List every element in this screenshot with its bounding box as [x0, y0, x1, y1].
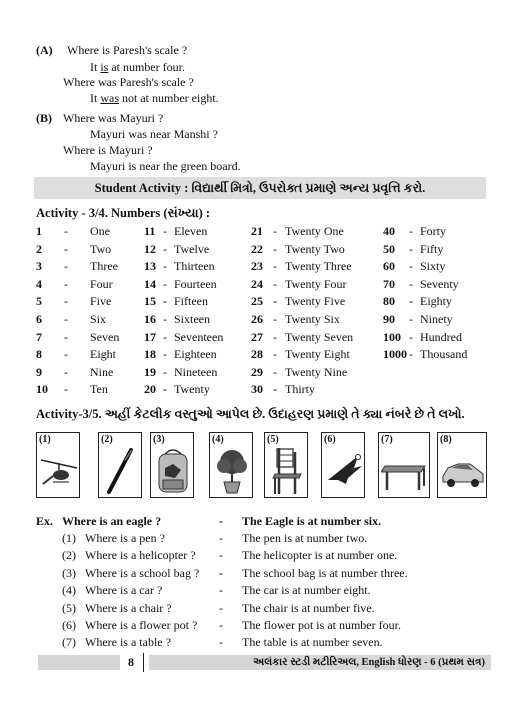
- picture-box-3: (3): [150, 432, 194, 498]
- eagle-icon: [324, 446, 364, 496]
- number-dash: -: [163, 241, 167, 256]
- number-word: Twenty Eight: [285, 347, 350, 362]
- number-word: Seven: [90, 329, 120, 344]
- number-digit: 6: [36, 312, 42, 326]
- answer-dash: -: [219, 583, 223, 598]
- number-word: Eighty: [420, 294, 452, 309]
- number-word: Twenty Six: [285, 312, 340, 326]
- numbers-heading: Activity - 3/4. Numbers (સંખ્યા) :: [36, 206, 211, 220]
- answer-question: Where is a school bag ?: [85, 565, 200, 580]
- number-dash: -: [409, 294, 413, 309]
- number-word: Six: [90, 312, 107, 326]
- number-word: Fifteen: [174, 294, 208, 309]
- number-dash: -: [273, 312, 277, 326]
- number-dash: -: [64, 241, 68, 256]
- number-dash: -: [273, 329, 277, 344]
- number-dash: -: [64, 364, 68, 379]
- answer-text: Mayuri is near the green board.: [90, 159, 241, 173]
- number-word: Twenty Seven: [285, 329, 354, 344]
- number-digit: 21: [251, 224, 263, 238]
- number-dash: -: [273, 294, 277, 309]
- number-digit: 20: [144, 382, 156, 397]
- number-word: Ninety: [420, 312, 453, 326]
- number-word: Twenty Three: [285, 259, 352, 274]
- number-dash: -: [273, 276, 277, 291]
- picture-box-4: (4): [209, 432, 253, 498]
- answer-question: Where is a pen ?: [85, 531, 165, 545]
- number-digit: 16: [144, 312, 156, 326]
- number-word: Two: [90, 241, 112, 256]
- number-digit: 25: [251, 294, 263, 309]
- number-digit: 4: [36, 276, 42, 291]
- number-digit: 19: [144, 364, 156, 379]
- number-dash: -: [409, 224, 413, 238]
- number-digit: 1: [36, 224, 42, 238]
- section-b-label: (B): [36, 111, 52, 125]
- page-number: 8: [128, 655, 134, 669]
- number-digit: 18: [144, 347, 156, 362]
- picture-box-2: (2): [98, 432, 142, 498]
- number-dash: -: [163, 382, 167, 397]
- example-answer: The Eagle is at number six.: [242, 514, 382, 528]
- number-dash: -: [64, 276, 68, 291]
- answer-sentence: The flower pot is at number four.: [242, 618, 401, 632]
- answer-number: (1): [62, 531, 76, 545]
- answer-sentence: The car is at number eight.: [242, 583, 371, 598]
- example-question: Where is an eagle ?: [62, 514, 162, 528]
- number-word: Seventeen: [174, 329, 224, 344]
- number-word: Five: [90, 294, 112, 309]
- car-icon: [440, 446, 486, 496]
- number-word: One: [90, 224, 110, 238]
- answer-sentence: The helicopter is at number one.: [242, 548, 398, 563]
- number-dash: -: [409, 276, 413, 291]
- number-dash: -: [64, 329, 68, 344]
- number-word: Hundred: [420, 329, 462, 344]
- answer-question: Where is a car ?: [85, 583, 163, 598]
- answer-number: (4): [62, 583, 76, 598]
- number-dash: -: [163, 294, 167, 309]
- number-digit: 14: [144, 276, 156, 291]
- number-dash: -: [273, 347, 277, 362]
- chair-icon: [267, 446, 307, 496]
- picture-box-1: (1): [36, 432, 80, 498]
- number-word: Fourteen: [174, 276, 217, 291]
- table-icon: [381, 446, 429, 496]
- number-digit: 70: [383, 276, 395, 291]
- example-dash: -: [219, 514, 223, 528]
- number-digit: 23: [251, 259, 263, 274]
- number-word: Twenty One: [285, 224, 344, 238]
- number-digit: 29: [251, 364, 263, 379]
- number-digit: 2: [36, 241, 42, 256]
- answer-dash: -: [219, 635, 223, 650]
- answer-dash: -: [219, 618, 223, 632]
- number-word: Sixteen: [174, 312, 210, 326]
- number-dash: -: [163, 312, 167, 326]
- answer-dash: -: [219, 565, 223, 580]
- number-dash: -: [273, 364, 277, 379]
- number-dash: -: [409, 347, 413, 362]
- number-word: Eight: [90, 347, 116, 362]
- answer-number: (7): [62, 635, 76, 650]
- number-dash: -: [273, 382, 277, 397]
- number-dash: -: [273, 259, 277, 274]
- number-digit: 40: [383, 224, 395, 238]
- number-digit: 28: [251, 347, 263, 362]
- number-word: Ten: [90, 382, 108, 397]
- footer-divider: [143, 653, 144, 672]
- student-activity-banner: Student Activity : વિદ્યાર્થી મિત્રો, ઉપરોક્ત પ્રમાણે અન્ય પ્રવૃત્તિ કરો.: [34, 177, 486, 199]
- number-digit: 90: [383, 312, 395, 326]
- number-digit: 80: [383, 294, 395, 309]
- question-text: Where was Mayuri ?: [63, 111, 164, 125]
- number-word: Twelve: [174, 241, 210, 256]
- activity-3-5-heading: Activity-3/5. અહીં કેટલીક વસ્તુઓ આપેલ છે. ઉદાહરણ પ્રમાણે તે ક્યા નંબરે છે તે લખો.: [36, 407, 465, 421]
- number-word: Thirty: [285, 382, 315, 397]
- picture-box-8: (8): [437, 432, 487, 498]
- number-word: Eleven: [174, 224, 208, 238]
- answer-question: Where is a table ?: [85, 635, 171, 650]
- number-word: Nineteen: [174, 364, 218, 379]
- number-dash: -: [64, 312, 68, 326]
- answer-text: Mayuri was near Manshi ?: [90, 127, 218, 141]
- number-dash: -: [64, 382, 68, 397]
- number-digit: 24: [251, 276, 263, 291]
- number-dash: -: [163, 224, 167, 238]
- number-digit: 9: [36, 364, 42, 379]
- number-dash: -: [163, 259, 167, 274]
- answer-text: It is at number four.: [90, 60, 186, 74]
- number-digit: 1000: [383, 347, 407, 362]
- number-word: Forty: [420, 224, 447, 238]
- question-text: Where is Paresh's scale ?: [67, 43, 188, 57]
- number-digit: 60: [383, 259, 395, 274]
- number-word: Twenty Two: [285, 241, 345, 256]
- answer-sentence: The pen is at number two.: [242, 531, 368, 545]
- answer-number: (6): [62, 618, 76, 632]
- number-dash: -: [409, 312, 413, 326]
- question-text: Where was Paresh's scale ?: [63, 75, 194, 89]
- number-digit: 17: [144, 329, 156, 344]
- answer-sentence: The table is at number seven.: [242, 635, 383, 650]
- number-digit: 5: [36, 294, 42, 309]
- number-dash: -: [64, 224, 68, 238]
- number-word: Four: [90, 276, 113, 291]
- number-dash: -: [273, 241, 277, 256]
- answer-question: Where is a chair ?: [85, 600, 172, 615]
- number-word: Fifty: [420, 241, 444, 256]
- number-word: Twenty Four: [285, 276, 347, 291]
- number-word: Twenty: [174, 382, 210, 397]
- number-dash: -: [163, 276, 167, 291]
- answer-question: Where is a helicopter ?: [85, 548, 196, 563]
- answer-dash: -: [219, 548, 223, 563]
- number-dash: -: [409, 329, 413, 344]
- number-dash: -: [64, 347, 68, 362]
- example-label: Ex.: [36, 514, 54, 528]
- picture-box-5: (5): [264, 432, 308, 498]
- school-bag-icon: [153, 446, 193, 496]
- answer-dash: -: [219, 600, 223, 615]
- number-digit: 26: [251, 312, 263, 326]
- flower-pot-icon: [212, 446, 252, 496]
- answer-dash: -: [219, 531, 223, 545]
- pen-icon: [101, 446, 141, 496]
- number-word: Sixty: [420, 259, 446, 274]
- number-word: Thousand: [420, 347, 468, 362]
- number-digit: 15: [144, 294, 156, 309]
- number-dash: -: [64, 259, 68, 274]
- footer-left-bar: [38, 655, 120, 670]
- number-word: Eighteen: [174, 347, 217, 362]
- number-word: Twenty Nine: [285, 364, 348, 379]
- number-digit: 7: [36, 329, 42, 344]
- picture-box-6: (6): [321, 432, 365, 498]
- number-digit: 13: [144, 259, 156, 274]
- question-text: Where is Mayuri ?: [63, 143, 153, 157]
- helicopter-icon: [39, 446, 79, 496]
- number-digit: 12: [144, 241, 156, 256]
- number-dash: -: [163, 347, 167, 362]
- number-digit: 30: [251, 382, 263, 397]
- answer-sentence: The chair is at number five.: [242, 600, 375, 615]
- section-a-label: (A): [36, 43, 53, 57]
- answer-number: (2): [62, 548, 76, 563]
- answer-sentence: The school bag is at number three.: [242, 565, 408, 580]
- answer-text: It was not at number eight.: [90, 91, 219, 105]
- number-digit: 22: [251, 241, 263, 256]
- number-digit: 27: [251, 329, 263, 344]
- answer-question: Where is a flower pot ?: [85, 618, 198, 632]
- number-dash: -: [273, 224, 277, 238]
- number-digit: 100: [383, 329, 401, 344]
- number-dash: -: [409, 241, 413, 256]
- number-word: Three: [90, 259, 118, 274]
- number-word: Seventy: [420, 276, 459, 291]
- number-digit: 10: [36, 382, 48, 397]
- number-digit: 11: [144, 224, 156, 238]
- number-dash: -: [409, 259, 413, 274]
- number-digit: 3: [36, 259, 42, 274]
- number-digit: 50: [383, 241, 395, 256]
- number-dash: -: [163, 364, 167, 379]
- answer-number: (3): [62, 565, 76, 580]
- number-word: Thirteen: [174, 259, 215, 274]
- answer-number: (5): [62, 600, 76, 615]
- number-digit: 8: [36, 347, 42, 362]
- number-dash: -: [163, 329, 167, 344]
- number-word: Twenty Five: [285, 294, 346, 309]
- number-word: Nine: [90, 364, 114, 379]
- picture-box-7: (7): [378, 432, 430, 498]
- number-dash: -: [64, 294, 68, 309]
- footer-title: અલંકાર સ્ટડી મટીરિઅલ, English ધોરણ - 6 (પ્રથમ સત્ર): [149, 655, 491, 670]
